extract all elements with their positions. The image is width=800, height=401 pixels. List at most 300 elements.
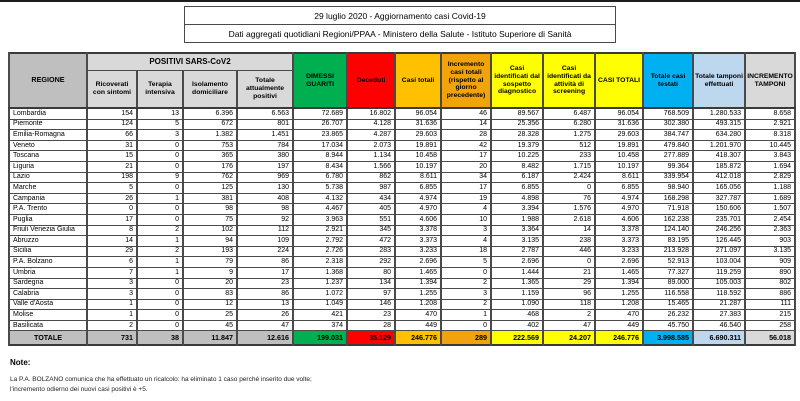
value-cell: 2.424	[543, 172, 595, 183]
value-cell: 3.373	[595, 236, 643, 247]
value-cell: 634.280	[693, 130, 745, 141]
value-cell: 987	[347, 183, 395, 194]
value-cell: 197	[237, 161, 293, 172]
value-cell: 10.458	[395, 151, 441, 162]
value-cell: 1	[441, 310, 491, 321]
value-cell: 3.378	[595, 225, 643, 236]
value-cell: 470	[595, 310, 643, 321]
value-cell: 46.540	[693, 320, 745, 331]
value-cell: 3	[441, 289, 491, 300]
report-subtitle: Dati aggregati quotidiani Regioni/PPAA - Ministero della Salute - Istituto Superiore di Sanità	[228, 29, 572, 39]
table-row	[9, 278, 795, 289]
value-cell: 0	[137, 140, 183, 151]
value-cell: 1.255	[395, 289, 441, 300]
region-cell: Sardegna	[9, 278, 87, 289]
value-cell: 3.378	[395, 225, 441, 236]
value-cell: 215	[745, 310, 795, 321]
value-cell: 76	[543, 193, 595, 204]
value-cell: 4.467	[293, 204, 347, 215]
value-cell: 6.187	[491, 172, 543, 183]
value-cell: 96.054	[595, 108, 643, 119]
value-cell: 470	[395, 310, 441, 321]
table-row	[9, 225, 795, 236]
value-cell: 449	[395, 320, 441, 331]
value-cell: 3	[137, 130, 183, 141]
region-cell: Sicilia	[9, 246, 87, 257]
value-cell: 10.197	[595, 161, 643, 172]
value-cell: 102	[183, 225, 237, 236]
value-cell: 6.855	[395, 183, 441, 194]
value-cell: 3.233	[595, 246, 643, 257]
value-cell: 14	[543, 225, 595, 236]
value-cell: 193	[183, 246, 237, 257]
column-header: CASI TOTALI	[595, 53, 643, 108]
table-row	[9, 183, 795, 194]
value-cell: 23	[347, 310, 395, 321]
value-cell: 802	[745, 278, 795, 289]
value-cell: 26.232	[643, 310, 693, 321]
region-cell: Umbria	[9, 267, 87, 278]
title-box	[184, 6, 616, 43]
value-cell: 2	[441, 278, 491, 289]
value-cell: 3.373	[395, 236, 441, 247]
page-top-border	[0, 0, 800, 2]
value-cell: 3.135	[745, 246, 795, 257]
value-cell: 29.603	[595, 130, 643, 141]
value-cell: 17	[441, 183, 491, 194]
total-value-cell: 35.129	[347, 331, 395, 346]
value-cell: 10.445	[745, 140, 795, 151]
value-cell: 512	[543, 140, 595, 151]
value-cell: 96.054	[395, 108, 441, 119]
value-cell: 29	[87, 246, 137, 257]
value-cell: 92	[237, 214, 293, 225]
table-row	[9, 214, 795, 225]
value-cell: 29.603	[395, 130, 441, 141]
value-cell: 10.197	[395, 161, 441, 172]
table-foot	[9, 331, 795, 346]
value-cell: 1.208	[395, 299, 441, 310]
total-value-cell: 38	[137, 331, 183, 346]
value-cell: 6.780	[293, 172, 347, 183]
value-cell: 98.940	[643, 183, 693, 194]
value-cell: 327.787	[693, 193, 745, 204]
value-cell: 3	[87, 289, 137, 300]
value-cell: 909	[745, 257, 795, 268]
column-header: INCREMENTO TAMPONI	[745, 53, 795, 108]
value-cell: 1.072	[293, 289, 347, 300]
value-cell: 26	[237, 310, 293, 321]
region-cell: Liguria	[9, 161, 87, 172]
value-cell: 86	[237, 289, 293, 300]
value-cell: 4.606	[595, 214, 643, 225]
value-cell: 130	[237, 183, 293, 194]
value-cell: 31.636	[395, 119, 441, 130]
value-cell: 1.451	[237, 130, 293, 141]
value-cell: 2	[137, 246, 183, 257]
value-cell: 97	[347, 289, 395, 300]
value-cell: 23.865	[293, 130, 347, 141]
value-cell: 8.658	[745, 108, 795, 119]
value-cell: 2.696	[491, 257, 543, 268]
report-date-title: 29 luglio 2020 - Aggiornamento casi Covid-19	[185, 7, 615, 25]
value-cell: 20	[441, 161, 491, 172]
total-value-cell: 6.690.311	[693, 331, 745, 346]
value-cell: 12	[183, 299, 237, 310]
value-cell: 2	[137, 225, 183, 236]
value-cell: 302.380	[643, 119, 693, 130]
value-cell: 17.034	[293, 140, 347, 151]
value-cell: 4.287	[347, 130, 395, 141]
value-cell: 6.280	[543, 119, 595, 130]
value-cell: 16.802	[347, 108, 395, 119]
value-cell: 4.970	[595, 204, 643, 215]
value-cell: 7	[87, 267, 137, 278]
value-cell: 0	[441, 267, 491, 278]
value-cell: 0	[137, 204, 183, 215]
value-cell: 98	[237, 204, 293, 215]
value-cell: 224	[237, 246, 293, 257]
value-cell: 886	[745, 289, 795, 300]
value-cell: 468	[491, 310, 543, 321]
value-cell: 6.855	[491, 183, 543, 194]
note-line-2: l'incremento odierno dei nuovi casi positivi è +5.	[10, 385, 148, 393]
value-cell: 28	[441, 130, 491, 141]
value-cell: 21	[543, 267, 595, 278]
total-value-cell: 24.207	[543, 331, 595, 346]
value-cell: 1.201.970	[693, 140, 745, 151]
value-cell: 672	[183, 119, 237, 130]
value-cell: 1.576	[543, 204, 595, 215]
value-cell: 0	[543, 257, 595, 268]
value-cell: 96	[543, 289, 595, 300]
value-cell: 99.364	[643, 161, 693, 172]
value-cell: 2.618	[543, 214, 595, 225]
value-cell: 277.889	[643, 151, 693, 162]
value-cell: 31	[87, 140, 137, 151]
value-cell: 15.465	[643, 299, 693, 310]
total-value-cell: 246.776	[595, 331, 643, 346]
value-cell: 1.444	[491, 267, 543, 278]
value-cell: 2	[543, 310, 595, 321]
value-cell: 283	[347, 246, 395, 257]
value-cell: 168.298	[643, 193, 693, 204]
value-cell: 150.606	[693, 204, 745, 215]
value-cell: 80	[347, 267, 395, 278]
value-cell: 292	[347, 257, 395, 268]
table-row	[9, 257, 795, 268]
value-cell: 0	[137, 161, 183, 172]
column-header: Ricoverati con sintomi	[87, 71, 137, 109]
total-value-cell: 731	[87, 331, 137, 346]
value-cell: 21	[87, 161, 137, 172]
value-cell: 213.928	[643, 246, 693, 257]
value-cell: 5	[137, 119, 183, 130]
value-cell: 13	[237, 299, 293, 310]
value-cell: 4	[441, 236, 491, 247]
value-cell: 801	[237, 119, 293, 130]
value-cell: 233	[543, 151, 595, 162]
table-row	[9, 108, 795, 119]
region-cell: Basilicata	[9, 320, 87, 331]
value-cell: 238	[543, 236, 595, 247]
column-header: DIMESSI GUARITI	[293, 53, 347, 108]
value-cell: 79	[183, 257, 237, 268]
value-cell: 17	[87, 214, 137, 225]
value-cell: 2.726	[293, 246, 347, 257]
value-cell: 23	[237, 278, 293, 289]
value-cell: 162.238	[643, 214, 693, 225]
value-cell: 165.056	[693, 183, 745, 194]
value-cell: 1.280.533	[693, 108, 745, 119]
value-cell: 134	[347, 278, 395, 289]
value-cell: 83	[183, 289, 237, 300]
value-cell: 105.003	[693, 278, 745, 289]
total-value-cell: 199.031	[293, 331, 347, 346]
value-cell: 1	[87, 310, 137, 321]
value-cell: 1.134	[347, 151, 395, 162]
total-value-cell: 12.616	[237, 331, 293, 346]
table-row	[9, 310, 795, 321]
region-cell: Valle d'Aosta	[9, 299, 87, 310]
value-cell: 5.738	[293, 183, 347, 194]
value-cell: 4.132	[293, 193, 347, 204]
total-value-cell: 3.998.585	[643, 331, 693, 346]
value-cell: 1.694	[745, 161, 795, 172]
region-cell: Molise	[9, 310, 87, 321]
value-cell: 969	[237, 172, 293, 183]
value-cell: 118	[543, 299, 595, 310]
value-cell: 109	[237, 236, 293, 247]
value-cell: 3.963	[293, 214, 347, 225]
value-cell: 19	[441, 193, 491, 204]
value-cell: 374	[293, 320, 347, 331]
value-cell: 8.611	[595, 172, 643, 183]
value-cell: 146	[347, 299, 395, 310]
value-cell: 235.701	[693, 214, 745, 225]
value-cell: 2.792	[293, 236, 347, 247]
value-cell: 17	[441, 151, 491, 162]
value-cell: 2.363	[745, 225, 795, 236]
value-cell: 3.233	[395, 246, 441, 257]
value-cell: 31.636	[595, 119, 643, 130]
value-cell: 434	[347, 193, 395, 204]
value-cell: 17	[237, 267, 293, 278]
value-cell: 365	[183, 151, 237, 162]
value-cell: 89.000	[643, 278, 693, 289]
table-row	[9, 151, 795, 162]
value-cell: 89.567	[491, 108, 543, 119]
region-cell: Calabria	[9, 289, 87, 300]
value-cell: 4	[441, 204, 491, 215]
value-cell: 2.921	[293, 225, 347, 236]
region-cell: Friuli Venezia Giulia	[9, 225, 87, 236]
value-cell: 380	[237, 151, 293, 162]
value-cell: 118.592	[693, 289, 745, 300]
value-cell: 2	[441, 299, 491, 310]
value-cell: 111	[745, 299, 795, 310]
value-cell: 0	[137, 299, 183, 310]
value-cell: 3.394	[491, 204, 543, 215]
region-cell: Lazio	[9, 172, 87, 183]
value-cell: 1	[137, 267, 183, 278]
table-row	[9, 289, 795, 300]
value-cell: 472	[347, 236, 395, 247]
value-cell: 34	[441, 172, 491, 183]
value-cell: 10.225	[491, 151, 543, 162]
value-cell: 25.356	[491, 119, 543, 130]
value-cell: 6.396	[183, 108, 237, 119]
value-cell: 42	[441, 140, 491, 151]
value-cell: 4.128	[347, 119, 395, 130]
positivi-group-header: POSITIVI SARS-CoV2	[87, 53, 293, 71]
value-cell: 1.566	[347, 161, 395, 172]
value-cell: 3	[87, 278, 137, 289]
value-cell: 66	[87, 130, 137, 141]
value-cell: 18	[441, 246, 491, 257]
value-cell: 0	[137, 278, 183, 289]
value-cell: 3.364	[491, 225, 543, 236]
value-cell: 1.394	[595, 278, 643, 289]
value-cell: 402	[491, 320, 543, 331]
header-row-1	[9, 53, 795, 71]
value-cell: 258	[745, 320, 795, 331]
value-cell: 4.606	[395, 214, 441, 225]
value-cell: 1.715	[543, 161, 595, 172]
value-cell: 21.287	[693, 299, 745, 310]
value-cell: 4.974	[395, 193, 441, 204]
table-row	[9, 130, 795, 141]
value-cell: 2.318	[293, 257, 347, 268]
value-cell: 381	[183, 193, 237, 204]
value-cell: 1.368	[293, 267, 347, 278]
value-cell: 339.954	[643, 172, 693, 183]
region-cell: Puglia	[9, 214, 87, 225]
value-cell: 2.073	[347, 140, 395, 151]
table-row	[9, 172, 795, 183]
value-cell: 14	[87, 236, 137, 247]
region-cell: Marche	[9, 183, 87, 194]
value-cell: 46	[441, 108, 491, 119]
total-value-cell: 289	[441, 331, 491, 346]
value-cell: 784	[237, 140, 293, 151]
table-row	[9, 246, 795, 257]
value-cell: 1.275	[543, 130, 595, 141]
value-cell: 8.482	[491, 161, 543, 172]
value-cell: 6.855	[595, 183, 643, 194]
value-cell: 2.696	[395, 257, 441, 268]
value-cell: 0	[137, 320, 183, 331]
value-cell: 1.507	[745, 204, 795, 215]
value-cell: 94	[183, 236, 237, 247]
value-cell: 551	[347, 214, 395, 225]
notes-section	[10, 358, 800, 394]
value-cell: 3.843	[745, 151, 795, 162]
region-cell: Emilia-Romagna	[9, 130, 87, 141]
value-cell: 2.696	[595, 257, 643, 268]
value-cell: 1.237	[293, 278, 347, 289]
value-cell: 154	[87, 108, 137, 119]
value-cell: 0	[137, 289, 183, 300]
region-cell: Toscana	[9, 151, 87, 162]
table-head	[9, 53, 795, 108]
column-header: Casi identificati dal sospetto diagnostico	[491, 53, 543, 108]
value-cell: 345	[347, 225, 395, 236]
value-cell: 15	[87, 151, 137, 162]
value-cell: 103.004	[693, 257, 745, 268]
region-cell: Campania	[9, 193, 87, 204]
region-cell: Lombardia	[9, 108, 87, 119]
value-cell: 479.840	[643, 140, 693, 151]
value-cell: 1.689	[745, 193, 795, 204]
value-cell: 1.465	[395, 267, 441, 278]
region-cell: P.A. Trento	[9, 204, 87, 215]
value-cell: 762	[183, 172, 237, 183]
value-cell: 4.970	[395, 204, 441, 215]
value-cell: 2.829	[745, 172, 795, 183]
value-cell: 6.487	[543, 108, 595, 119]
value-cell: 1	[137, 236, 183, 247]
column-header: Totale casi testati	[643, 53, 693, 108]
value-cell: 29	[543, 278, 595, 289]
value-cell: 493.315	[693, 119, 745, 130]
table-row	[9, 204, 795, 215]
value-cell: 77.327	[643, 267, 693, 278]
value-cell: 198	[87, 172, 137, 183]
value-cell: 890	[745, 267, 795, 278]
table-row	[9, 236, 795, 247]
value-cell: 2.454	[745, 214, 795, 225]
value-cell: 1.394	[395, 278, 441, 289]
value-cell: 768.509	[643, 108, 693, 119]
value-cell: 47	[543, 320, 595, 331]
value-cell: 13	[137, 108, 183, 119]
value-cell: 4.974	[595, 193, 643, 204]
value-cell: 2.921	[745, 119, 795, 130]
value-cell: 1.382	[183, 130, 237, 141]
value-cell: 71.918	[643, 204, 693, 215]
value-cell: 1.188	[745, 183, 795, 194]
region-cell: Veneto	[9, 140, 87, 151]
column-header: Isolamento domiciliare	[183, 71, 237, 109]
value-cell: 0	[137, 214, 183, 225]
table-row	[9, 193, 795, 204]
value-cell: 98	[183, 204, 237, 215]
region-column-header: REGIONE	[9, 53, 87, 108]
value-cell: 10	[441, 214, 491, 225]
value-cell: 0	[137, 310, 183, 321]
value-cell: 14	[441, 119, 491, 130]
value-cell: 116.558	[643, 289, 693, 300]
value-cell: 26.707	[293, 119, 347, 130]
total-value-cell: 11.847	[183, 331, 237, 346]
value-cell: 3.135	[491, 236, 543, 247]
value-cell: 449	[595, 320, 643, 331]
table-row	[9, 320, 795, 331]
note-line-1: La P.A. BOLZANO comunica che ha effettuato un ricalcolo: ha eliminato 1 caso perché inserito due volte;	[10, 376, 312, 384]
value-cell: 19.379	[491, 140, 543, 151]
value-cell: 45	[183, 320, 237, 331]
value-cell: 0	[87, 204, 137, 215]
total-value-cell: 246.776	[395, 331, 441, 346]
value-cell: 52.913	[643, 257, 693, 268]
value-cell: 86	[237, 257, 293, 268]
table-row	[9, 299, 795, 310]
value-cell: 1.090	[491, 299, 543, 310]
value-cell: 2.787	[491, 246, 543, 257]
value-cell: 446	[543, 246, 595, 257]
value-cell: 45.750	[643, 320, 693, 331]
